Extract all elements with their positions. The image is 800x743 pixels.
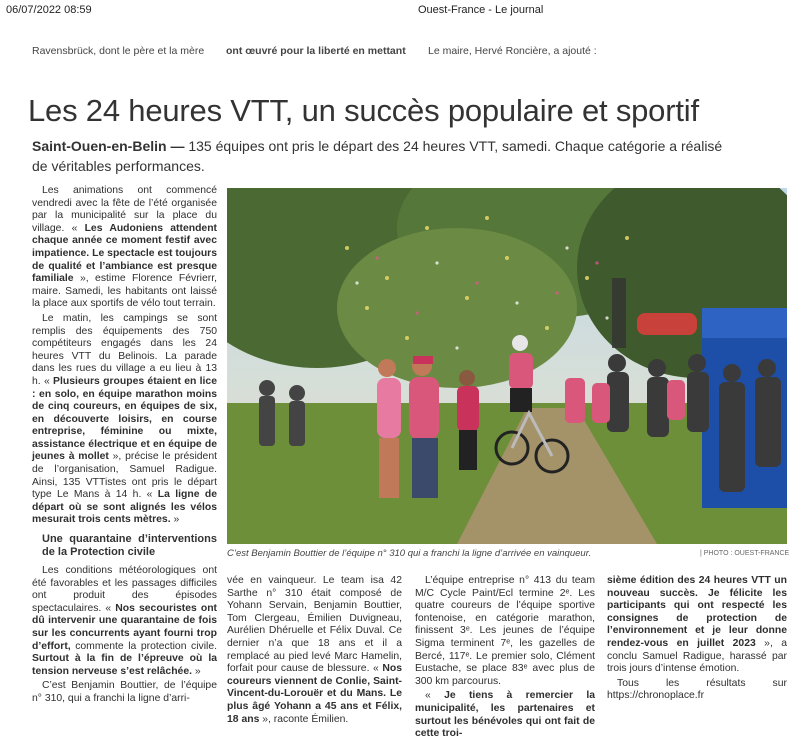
quote: Les Audoniens attendent chaque année ce moment festif avec impatience. Le spectacle est toujours de qualité et l’ambiance est presque familiale — [32, 222, 217, 285]
photo-illustration — [227, 188, 787, 544]
previous-article-snippet-left: Ravensbrück, dont le père et la mère — [32, 45, 205, 57]
text: », raconte Émilien. — [259, 713, 349, 725]
paragraph — [227, 575, 402, 726]
quote: Plusieurs groupes étaient en lice : en solo, en équipe marathon moins de cinq coureurs, en équipes de six, en découverte loisirs, en course entreprise, féminine ou mixte, assistance électrique et en équipe de jeunes à mollet — [32, 375, 217, 463]
text-column-1 — [32, 185, 217, 708]
article-title: Les 24 heures VTT, un succès populaire et sportif — [28, 93, 699, 128]
quote: sième édition des 24 heures VTT un nouveau succès. Je félicite les participants qui ont respecté les consignes de protection de l’environnement et je leur donne rendez-vous en juillet 2023 — [607, 575, 787, 649]
quote: Surtout à la fin de l’épreuve où la tension nerveuse s’est relâchée. — [32, 653, 217, 677]
photo-caption: C’est Benjamin Bouttier de l’équipe n° 310 qui a franchi la ligne d’arrivée en vainqueur. — [227, 548, 592, 559]
quote: Nos secouristes ont dû intervenir une quarantaine de fois sur les concurrents ayant fourni trop d’effort, — [32, 602, 217, 652]
text: Les animations ont commencé vendredi avec la fête de l’été organisée par la municipalité sur la place du village. « — [32, 185, 217, 234]
paragraph: L’équipe entreprise n° 413 du team M/C Cycle Paint/Ecl termine 2ᵉ. Les quatre coureurs de l’équipe sportive fontenoise, en catégorie marathon, finissent 3ᵉ. Les jeunes de l’équipe Sigma terminent 7ᵉ, les gazelles de Bercé, 117ᵉ. Le premier solo, Clément Eustache, se place 83ᵉ avec plus de 300 km parcourus. — [415, 575, 595, 687]
text: Les conditions météorologiques ont été favorables et les passages difficiles ont produit des épisodes spectaculaires. « — [32, 565, 217, 614]
previous-article-snippet-right: Le maire, Hervé Roncière, a ajouté : — [428, 45, 597, 57]
intertitle: Une quarantaine d’interventions de la Protection civile — [42, 533, 217, 559]
print-date: 06/07/2022 08:59 — [6, 4, 92, 16]
paragraph — [607, 575, 787, 676]
text: « — [425, 690, 431, 702]
previous-article-snippet-middle: ont œuvré pour la liberté en mettant — [226, 45, 406, 57]
article-photo — [227, 188, 787, 544]
text: » — [170, 514, 180, 526]
paragraph: C’est Benjamin Bouttier, de l’équipe n° 310, qui a franchi la ligne d’arri- — [32, 680, 217, 704]
text: Le matin, les campings se sont remplis des équipements des 750 compétiteurs engagés dans les 24 heures VTT du Belinois. La parade dans les rues du village a eu lieu à 13 h. « — [32, 312, 217, 387]
text: » — [191, 665, 201, 677]
text-column-2 — [227, 575, 402, 728]
lead-text: 135 équipes ont pris le départ des 24 heures VTT, samedi. Chaque catégorie a réalisé de véritables performances. — [32, 138, 723, 174]
publication-name: Ouest-France - Le journal — [418, 4, 544, 16]
photo-credit: | PHOTO : OUEST-FRANCE — [700, 550, 790, 557]
lead-place: Saint-Ouen-en-Belin — — [32, 138, 185, 154]
results-link-paragraph: Tous les résultats sur https://chronoplace.fr — [607, 677, 787, 702]
quote: Nos coureurs viennent de Conlie, Saint-Vincent-du-Lorouër et du Mans. Le plus âgé Yohann a 45 ans et Félix, 18 ans — [227, 663, 402, 725]
text: », estime Florence Févrierr, maire. Samedi, les habitants ont laissé la place aux sportifs de vélo tout terrain. — [32, 273, 217, 310]
text: », précise le président de l’organisation, Samuel Radigue. Ainsi, 135 VTTistes ont pris le départ type Le Mans à 14 h. « — [32, 451, 217, 501]
paragraph — [32, 565, 217, 678]
text: », a conclu Samuel Radigue, harassé par trois jours d’intense émotion. — [607, 637, 787, 675]
quote: La ligne de départ où se sont alignés les vélos mesurait trois cents mètres. — [32, 489, 217, 526]
text: commente la protection civile. — [70, 640, 217, 652]
text: vée en vainqueur. Le team isa 42 Sarthe n° 310 était composé de Yohann Servain, Benjamin Bouttier, Tom Clergeau, Émilien Duvigneau, Aurélien Dhéruelle et Félix Duval. Ce dernier n’a que 18 ans et il a remplacé au pied levé Marc Hamelin, forfait pour cause de blessure. « — [227, 575, 402, 675]
paragraph — [32, 313, 217, 527]
paragraph — [32, 185, 217, 311]
text-column-4 — [607, 575, 787, 705]
article-lead — [32, 136, 732, 176]
paragraph — [415, 690, 595, 740]
quote: Je tiens à remercier la municipalité, les partenaires et surtout les bénévoles qui ont fait de cette troi- — [415, 690, 595, 740]
text-column-3 — [415, 575, 595, 743]
